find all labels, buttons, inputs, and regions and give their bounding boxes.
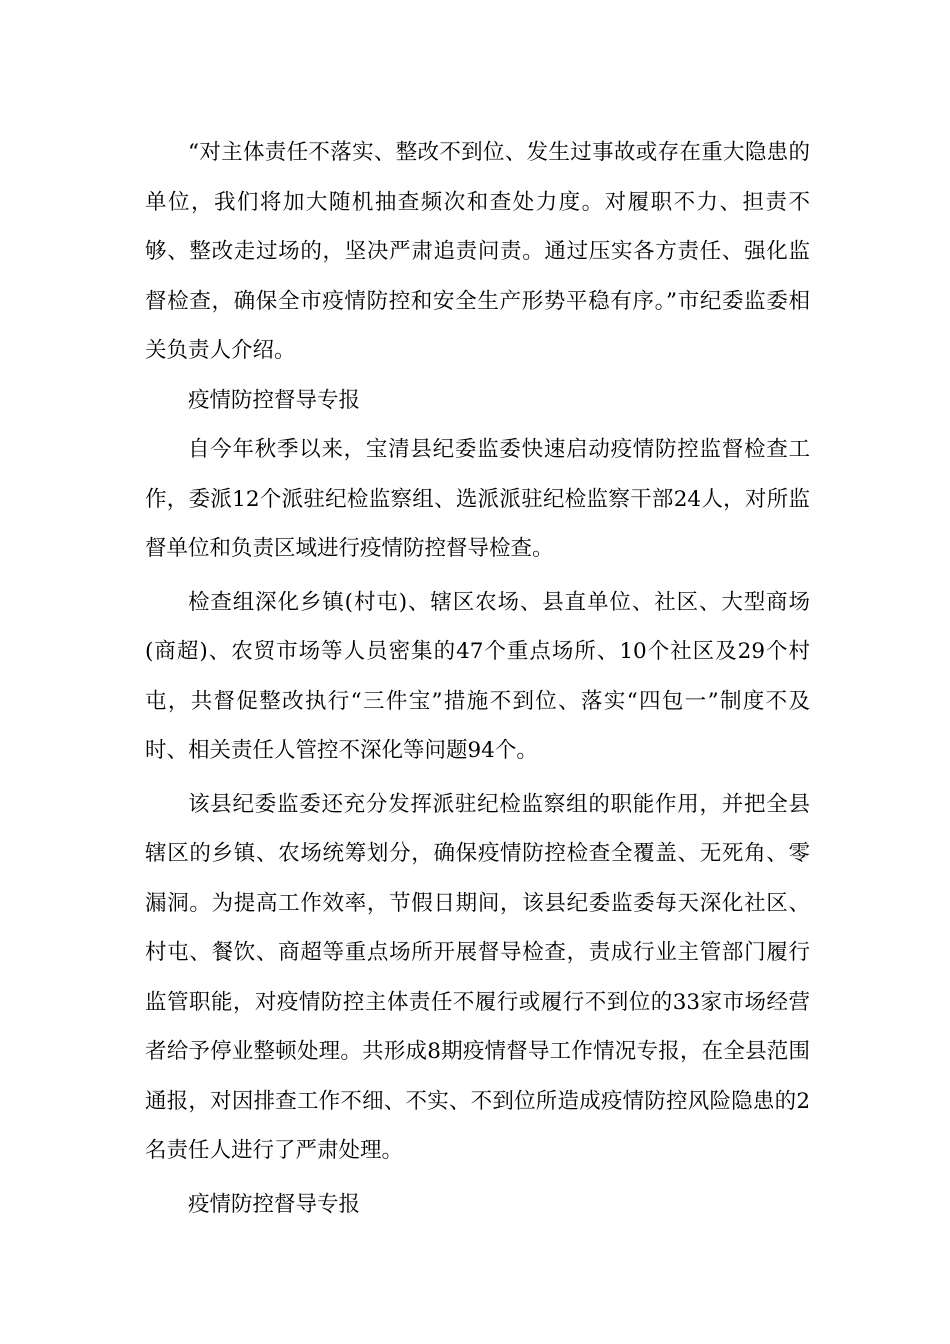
paragraph-overview: 自今年秋季以来，宝清县纪委监委快速启动疫情防控监督检查工作，委派12个派驻纪检监察组、选派派驻纪检监察干部24人，对所监督单位和负责区域进行疫情防控督导检查。 <box>145 437 810 561</box>
paragraph-measures: 该县纪委监委还充分发挥派驻纪检监察组的职能作用，并把全县辖区的乡镇、农场统筹划分，确保疫情防控检查全覆盖、无死角、零漏洞。为提高工作效率，节假日期间，该县纪委监委每天深化社区、村屯、餐饮、商超等重点场所开展督导检查，责成行业主管部门履行监管职能，对疫情防控主体责任不履行或履行不到位的33家市场经营者给予停业整顿处理。共形成8期疫情督导工作情况专报，在全县范围通报，对因排查工作不细、不实、不到位所造成疫情防控风险隐患的2名责任人进行了严肃处理。 <box>145 791 810 1163</box>
paragraph-quote: “对主体责任不落实、整改不到位、发生过事故或存在重大隐患的单位，我们将加大随机抽查频次和查处力度。对履职不力、担责不够、整改走过场的，坚决严肃追责问责。通过压实各方责任、强化监督检查，确保全市疫情防控和安全生产形势平稳有序。”市纪委监委相关负责人介绍。 <box>145 140 810 363</box>
section-heading: 疫情防控督导专报 <box>188 387 361 413</box>
document-body <box>145 128 810 1229</box>
paragraph-inspection: 检查组深化乡镇(村屯)、辖区农场、县直单位、社区、大型商场(商超)、农贸市场等人员密集的47个重点场所、10个社区及29个村屯，共督促整改执行“三件宝”措施不到位、落实“四包一”制度不及时、相关责任人管控不深化等问题94个。 <box>145 589 810 763</box>
section-heading-repeat: 疫情防控督导专报 <box>188 1191 361 1217</box>
